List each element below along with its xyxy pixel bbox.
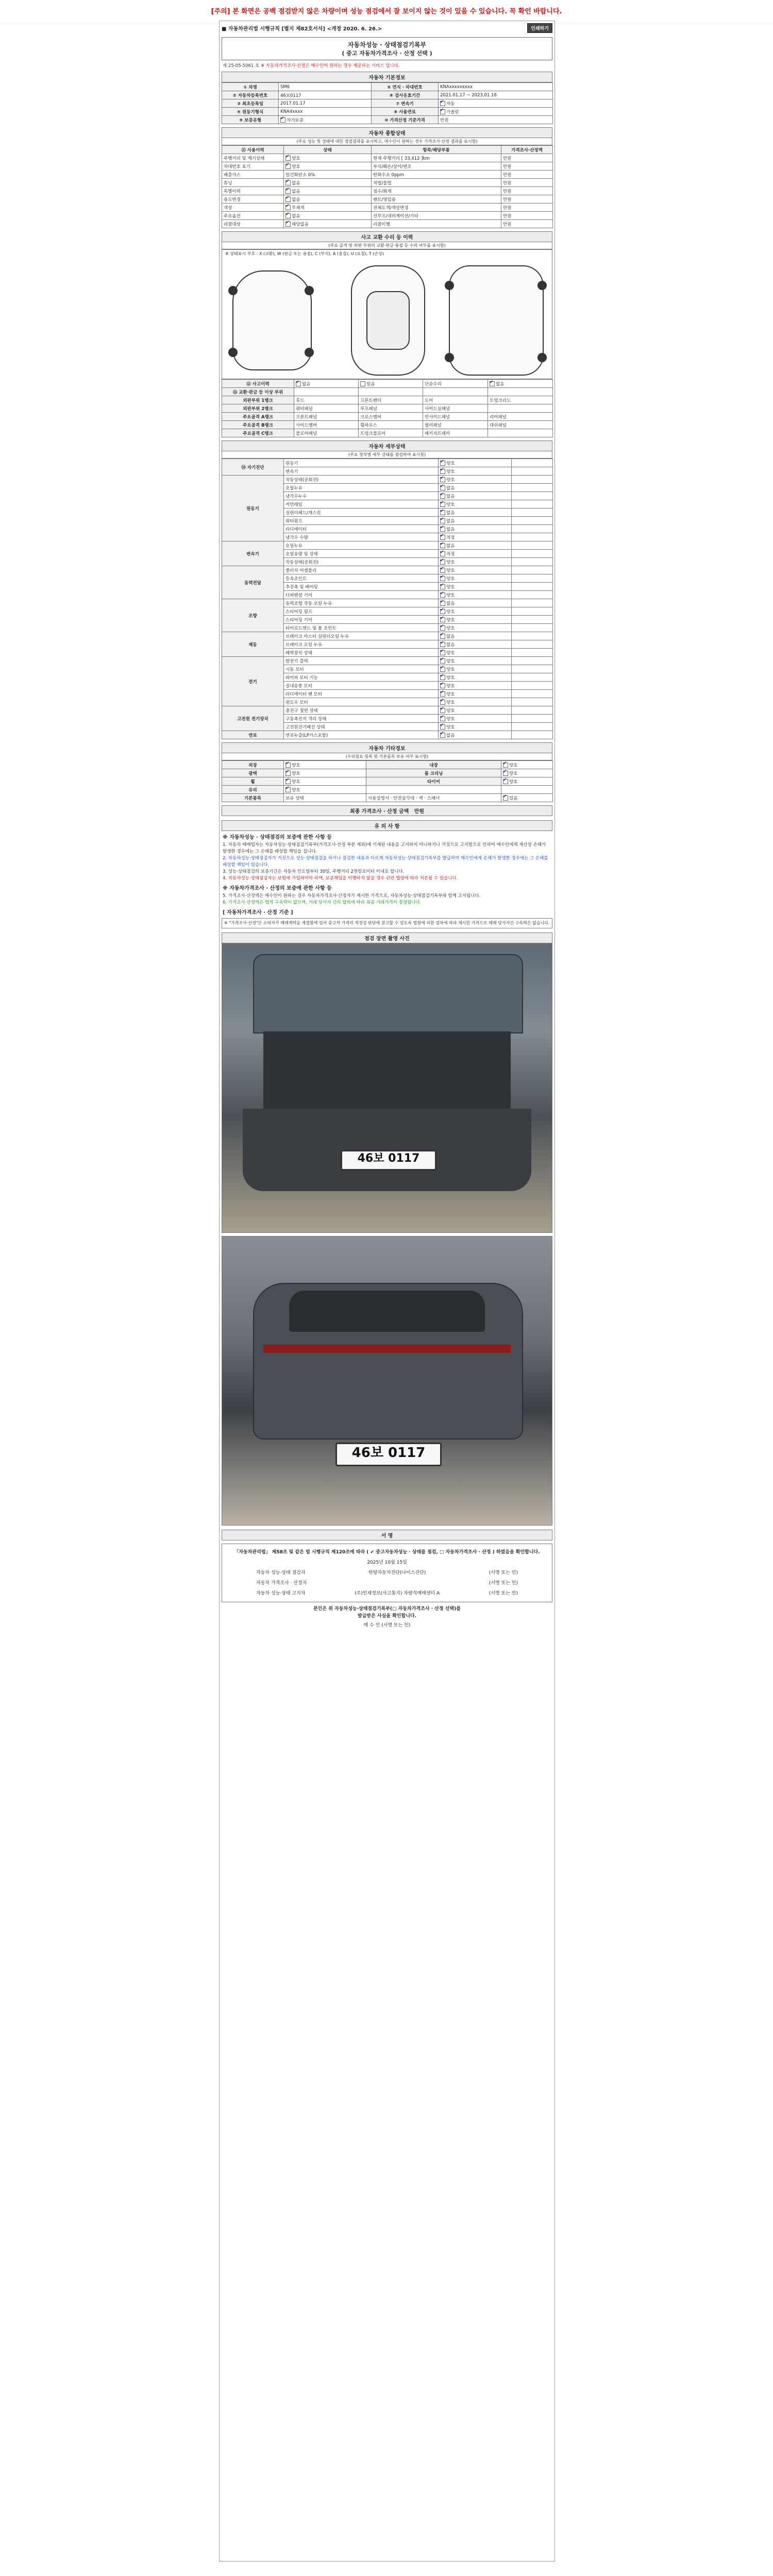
- remark-paragraph: 4. 자동차성능·상태점검자는 보험에 가입하여야 하며, 보증책임을 이행하지 않을 경우 관련 법령에 따라 처분될 수 있습니다.: [223, 876, 458, 881]
- law-statement: 「자동차관리법」 제58조 및 같은 법 시행규칙 제120조에 따라 ( ✔ 중고자동차성능 · 상태를 점검, □ 자동차가격조사 · 산정 ) 하였음을 확인합니다.: [234, 1550, 540, 1555]
- checkbox[interactable]: [440, 733, 445, 738]
- checkbox[interactable]: [440, 502, 445, 507]
- checkbox[interactable]: [440, 642, 445, 647]
- detail-price-cell: [512, 690, 553, 698]
- checkbox[interactable]: [490, 381, 495, 386]
- detail-price-cell: [512, 558, 553, 566]
- detail-item-label: 와이퍼 모터 기능: [284, 673, 439, 682]
- remarks-heading: 유 의 사 항: [222, 820, 552, 831]
- inspection-photo: [222, 943, 552, 1233]
- wheel-icon: [537, 353, 547, 362]
- detail-item-state: ✔ 양호: [439, 706, 512, 715]
- table-row: 주요골격 C랭크 플로어패널 트렁크플로어 패키지트레이: [222, 429, 553, 437]
- checkbox[interactable]: [440, 477, 445, 482]
- table-row: 외장 ✔ 양호 내장 ✔ 양호: [222, 761, 553, 769]
- rear-window-icon: [289, 1291, 485, 1332]
- table-row: 광택 ✔ 양호 룸 크리닝 ✔ 양호: [222, 769, 553, 777]
- table-row: 휠 ✔ 양호 타이어 ✔ 양호: [222, 777, 553, 786]
- checkbox[interactable]: [285, 180, 291, 185]
- detail-item-state: ✔ 없음: [439, 640, 512, 649]
- form-id: ■ 자동차관리법 시행규칙 [별지 제82호서식] <개정 2020. 6. 26.>: [222, 26, 382, 32]
- checkbox[interactable]: [440, 485, 445, 490]
- detail-item-label: 오일유량 및 상태: [284, 550, 439, 558]
- detail-table: [222, 459, 553, 739]
- checkbox[interactable]: [440, 675, 445, 680]
- checkbox[interactable]: [440, 609, 445, 614]
- detail-price-cell: [512, 665, 553, 673]
- car-roof-icon: [366, 291, 410, 350]
- remarks-h2: ※ 자동차가격조사 · 산정의 보증에 관한 사항 등: [223, 886, 332, 891]
- checkbox[interactable]: [440, 617, 445, 622]
- detail-item-label: 등속조인트: [284, 574, 439, 583]
- detail-item-state: ✔ 양호: [439, 476, 512, 484]
- detail-item-label: 브레이크 마스터 실린더오일 누유: [284, 632, 439, 640]
- detail-price-cell: [512, 467, 553, 476]
- detail-price-cell: [512, 616, 553, 624]
- sign-heading: 서 명: [222, 1530, 552, 1540]
- checkbox[interactable]: [440, 527, 445, 532]
- detail-item-state: ✔ 양호: [439, 583, 512, 591]
- table-row: ② 자동차등록번호 46보0117 ⑥ 검사유효기간 2021.01.17 ~ 2023.01.16: [222, 91, 553, 99]
- checkbox[interactable]: [440, 535, 445, 540]
- checkbox[interactable]: [440, 101, 445, 106]
- inspection-photo: [222, 1236, 552, 1526]
- detail-group-label: 원동기: [222, 476, 284, 541]
- signature-section: [222, 1544, 552, 1602]
- detail-item-state: ✔ 양호: [439, 558, 512, 566]
- checkbox[interactable]: [285, 189, 291, 194]
- detail-price-cell: [512, 698, 553, 706]
- checkbox[interactable]: [440, 716, 445, 721]
- checkbox[interactable]: [285, 771, 291, 776]
- checkbox[interactable]: [440, 518, 445, 523]
- detail-price-cell: [512, 574, 553, 583]
- detail-item-state: ✔ 없음: [439, 492, 512, 500]
- checkbox[interactable]: [440, 494, 445, 499]
- warning-banner: [주의] 본 화면은 공백 점검받지 않은 차량이며 성능 점검에서 잘 보이지 않는 것이 있을 수 있습니다. 꼭 확인 바랍니다.: [0, 0, 773, 24]
- detail-price-cell: [512, 459, 553, 467]
- remark-paragraph: 2. 자동차성능·상태점검자가 거짓으로 성능·상태점검을 하거나 점검한 내용과 다르게 자동차성능·상태점검기록부를 발급하여 매수인에게 손해가 발생한 경우에는 그 손해를 배상할 책임이 있습니다.: [223, 856, 548, 868]
- table-row: [222, 706, 553, 715]
- detail-item-label: 오일누유: [284, 541, 439, 550]
- detail-group-label: 변속기: [222, 541, 284, 566]
- basic-info-table: [222, 82, 553, 124]
- detail-item-state: ✔ 양호: [439, 673, 512, 682]
- checkbox[interactable]: [503, 771, 508, 776]
- checkbox[interactable]: [285, 222, 291, 227]
- detail-item-label: 발전기 출력: [284, 657, 439, 665]
- detail-price-cell: [512, 476, 553, 484]
- table-row: 리콜대상 ✔ 해당없음 리콜이행 만원: [222, 220, 553, 228]
- detail-item-state: ✔ 양호: [439, 467, 512, 476]
- table-row: [222, 541, 553, 550]
- checkbox[interactable]: [360, 381, 365, 386]
- accident-subtitle: (주요 골격 및 외판 부위의 교환·판금·용접 등 수리 여부를 표시함): [222, 242, 552, 249]
- detail-item-label: 원동기: [284, 459, 439, 467]
- checkbox[interactable]: [440, 560, 445, 565]
- table-row: 외판부위 1랭크 후드 프론트펜더 도어 트렁크리드: [222, 396, 553, 404]
- table-row: 유리 ✔ 양호: [222, 786, 553, 794]
- checkbox[interactable]: [285, 197, 291, 202]
- detail-item-state: ✔ 양호: [439, 607, 512, 616]
- signer-row: 자동차 성능·상태 고지자 (주)인재정보(사고통지) 차량직매매센터 A (서명 또는 인): [256, 1591, 518, 1596]
- detail-price-cell: [512, 550, 553, 558]
- table-row: 튜닝 ✔ 없음 적법/불법 만원: [222, 179, 553, 187]
- table-row: [222, 632, 553, 640]
- wheel-icon: [445, 281, 454, 290]
- table-row: 용도변경 ✔ 없음 렌트/영업용 만원: [222, 195, 553, 204]
- detail-price-cell: [512, 492, 553, 500]
- checkbox[interactable]: [440, 592, 445, 598]
- wheel-icon: [228, 348, 238, 357]
- appraisal-criteria-box: ※ "가격조사·산정"은 소비자가 매매계약을 체결함에 있어 중고차 가격의 적정성 판단에 참고할 수 있도록 법령에 의한 절차에 따라 제시한 가격으로 매매 당사자간 구속력은 없습니다.: [222, 918, 552, 928]
- photo-caption: 점검 장면 촬영 사진: [222, 933, 552, 943]
- title-sub: ( 중고 자동차가격조사 · 산정 선택 ): [342, 50, 432, 57]
- checkbox[interactable]: [503, 762, 508, 768]
- checkbox[interactable]: [440, 691, 445, 697]
- title-main: 자동차성능 · 상태점검기록부: [347, 41, 427, 48]
- wheel-icon: [537, 281, 547, 290]
- checkbox[interactable]: [440, 568, 445, 573]
- wheel-icon: [305, 286, 314, 295]
- table-row: 주요골격 B랭크 사이드멤버 휠하우스 필러패널 대쉬패널: [222, 421, 553, 429]
- repair-table: [222, 379, 553, 437]
- detail-item-state: ✔ 양호: [439, 591, 512, 599]
- detail-item-state: ✔ 양호: [439, 649, 512, 657]
- detail-group-label: 조향: [222, 599, 284, 632]
- table-row: [222, 657, 553, 665]
- detail-item-label: 시동 모터: [284, 665, 439, 673]
- checkbox[interactable]: [285, 205, 291, 210]
- checkbox[interactable]: [440, 700, 445, 705]
- detail-item-label: 추진축 및 베어링: [284, 583, 439, 591]
- state-heading: 자동차 종합상태: [222, 127, 552, 138]
- appraisal-value: 만원: [414, 809, 425, 815]
- engine-bay-icon: [263, 1031, 511, 1109]
- state-table: [222, 145, 553, 228]
- detail-item-label: 오일누유: [284, 484, 439, 492]
- checkbox[interactable]: [296, 381, 301, 386]
- detail-price-cell: [512, 624, 553, 632]
- wheel-icon: [445, 353, 454, 362]
- wheel-icon: [305, 348, 314, 357]
- detail-heading: 자동차 세부상태: [222, 440, 552, 451]
- detail-price-cell: [512, 682, 553, 690]
- detail-item-label: 냉각수 수량: [284, 533, 439, 541]
- detail-item-state: ✔ 양호: [439, 682, 512, 690]
- detail-price-cell: [512, 484, 553, 492]
- checkbox[interactable]: [440, 469, 445, 474]
- checkbox[interactable]: [440, 510, 445, 515]
- detail-price-cell: [512, 673, 553, 682]
- detail-price-cell: [512, 715, 553, 723]
- checkbox[interactable]: [503, 795, 508, 801]
- detail-item-label: 커먼레일: [284, 500, 439, 509]
- table-row: 기본품목 보유 상태 사용설명서 · 안전삼각대 · 잭 · 스패너 ✔ 있음: [222, 794, 553, 802]
- checkbox[interactable]: [285, 779, 291, 784]
- state-subtitle: (주요 성능 및 상태에 대한 점검결과를 표시하고, 매수인이 원하는 경우 가격조사·산정 결과를 표시함): [222, 138, 552, 145]
- checkbox[interactable]: [280, 117, 285, 123]
- detail-item-state: ✔ 양호: [439, 723, 512, 731]
- detail-price-cell: [512, 533, 553, 541]
- detail-group-label: 연료: [222, 731, 284, 739]
- detail-price-cell: [512, 731, 553, 739]
- checkbox[interactable]: [503, 779, 508, 784]
- checkbox[interactable]: [440, 708, 445, 713]
- wheel-icon: [228, 286, 238, 295]
- detail-item-label: 실내송풍 모터: [284, 682, 439, 690]
- detail-item-label: 실린더헤드/개스킷: [284, 509, 439, 517]
- table-row: 배출가스 일산화탄소 0% 탄화수소 0ppm 만원: [222, 171, 553, 179]
- checkbox[interactable]: [440, 650, 445, 655]
- detail-item-label: 라디에이터 팬 모터: [284, 690, 439, 698]
- detail-item-state: ✔ 없음: [439, 541, 512, 550]
- detail-item-state: ✔ 양호: [439, 616, 512, 624]
- detail-group-label: 동력전달: [222, 566, 284, 599]
- checkbox[interactable]: [440, 601, 445, 606]
- checkbox[interactable]: [440, 683, 445, 688]
- detail-price-cell: [512, 706, 553, 715]
- detail-price-cell: [512, 541, 553, 550]
- detail-price-cell: [512, 517, 553, 525]
- detail-item-label: 스티어링 펌프: [284, 607, 439, 616]
- detail-group-label: ⑭ 자기진단: [222, 459, 284, 476]
- detail-price-cell: [512, 583, 553, 591]
- checkbox[interactable]: [440, 543, 445, 548]
- table-row: ⑪ 사용이력 상태 항목/해당부품 가격조사·산정액: [222, 146, 553, 154]
- detail-item-label: 변속기: [284, 467, 439, 476]
- car-chassis-view-icon: [449, 265, 544, 376]
- detail-price-cell: [512, 500, 553, 509]
- checkbox[interactable]: [285, 787, 291, 792]
- remarks-h1: ※ 자동차성능 · 상태점검의 보증에 관한 사항 등: [223, 835, 332, 840]
- detail-subtitle: (주요 장치별 세부 상태를 점검하여 표시함): [222, 451, 552, 459]
- checkbox[interactable]: [440, 724, 445, 730]
- detail-item-state: ✔ 양호: [439, 500, 512, 509]
- checkbox[interactable]: [440, 109, 445, 114]
- detail-item-label: 냉각수누수: [284, 492, 439, 500]
- option-subtitle: (수리필요 항목 및 기본품목 보유 여부 표시함): [222, 753, 552, 760]
- print-button[interactable]: 인쇄하기: [527, 23, 552, 33]
- detail-item-label: 고전원전기배선 상태: [284, 723, 439, 731]
- table-row: ④ 원동기형식 KNA4xxxx ⑧ 사용연료 ✔ 가솔린: [222, 108, 553, 116]
- detail-group-label: 고전원 전기장치: [222, 706, 284, 731]
- detail-item-label: 디퍼렌셜 기어: [284, 591, 439, 599]
- accident-heading: 사고 교환 수리 등 이력: [222, 231, 552, 242]
- detail-item-label: 배력장치 상태: [284, 649, 439, 657]
- license-plate-front: 46보 0117: [341, 1150, 436, 1171]
- detail-item-state: ✔ 없음: [439, 599, 512, 607]
- checkbox[interactable]: [440, 667, 445, 672]
- detail-price-cell: [512, 566, 553, 574]
- detail-price-cell: [512, 640, 553, 649]
- detail-item-state: ✔ 양호: [439, 566, 512, 574]
- detail-price-cell: [512, 525, 553, 533]
- sign-date: 2025년 10월 15일: [367, 1560, 407, 1565]
- table-row: ③ 최초등록일 2017.01.17 ⑦ 변속기 ✔ 자동: [222, 99, 553, 108]
- table-row: 주행거리 및 계기상태 ✔ 양호 현재 주행거리 [ 33,412 ]km 만원: [222, 154, 553, 162]
- detail-price-cell: [512, 723, 553, 731]
- remark-paragraph: 1. 자동차 매매업자는 자동차성능·상태점검기록부(가격조사·산정 부분 제외)에 기재된 내용을 고지하지 아니하거나 거짓으로 고지함으로 인하여 매수인에게 재산상 손해가 발생한 경우에는 그 손해를 배상할 책임을 집니다.: [223, 842, 546, 854]
- tail-light-icon: [263, 1345, 511, 1353]
- detail-price-cell: [512, 632, 553, 640]
- detail-item-label: 타이로드엔드 및 볼 조인트: [284, 624, 439, 632]
- document-header: [220, 21, 554, 35]
- detail-item-label: 구동축전지 격리 상태: [284, 715, 439, 723]
- detail-item-state: ✔ 없음: [439, 525, 512, 533]
- checkbox[interactable]: [440, 551, 445, 556]
- checkbox[interactable]: [440, 625, 445, 631]
- signer-row: 자동차 가격조사 · 산정자 (서명 또는 인): [256, 1581, 518, 1586]
- detail-item-state: ✔ 양호: [439, 690, 512, 698]
- detail-item-state: ✔ 없음: [439, 484, 512, 492]
- table-row: [222, 566, 553, 574]
- table-row: 차대번호 표기 ✔ 양호 부식/훼손/상이/변조 만원: [222, 162, 553, 171]
- table-row: 외판부위 2랭크 쿼터패널 루프패널 사이드실패널: [222, 404, 553, 413]
- checkbox[interactable]: [285, 762, 291, 768]
- detail-price-cell: [512, 591, 553, 599]
- remark-paragraph: 6. 가격조사·산정액은 법적 구속력이 없으며, 거래 당사자 간의 합의에 따라 최종 거래가격이 결정됩니다.: [223, 900, 422, 905]
- document-title: [222, 37, 552, 60]
- detail-item-state: ✔ 없음: [439, 632, 512, 640]
- basic-info-heading: 자동차 기본정보: [222, 72, 552, 82]
- detail-item-state: ✔ 적정: [439, 550, 512, 558]
- table-row: 색상 ✔ 무채색 전체도색/색상변경 만원: [222, 204, 553, 212]
- diagram-legend: ※ 상태표시 부호 : X (교환), W (판금 또는 용접), C (부식), A (흠집), U (요철), T (손상): [225, 251, 384, 256]
- remark-paragraph: 3. 성능·상태점검의 보증기간은 자동차 인도일부터 30일, 주행거리 2천킬로미터 이내로 합니다.: [223, 869, 405, 874]
- detail-item-label: 브레이크 오일 누유: [284, 640, 439, 649]
- detail-item-label: 연료누출(LP가스포함): [284, 731, 439, 739]
- detail-group-label: 전기: [222, 657, 284, 706]
- remark-paragraph: 5. 가격조사·산정액은 매수인이 원하는 경우 자동차가격조사·산정자가 제시한 가격으로, 자동차성능·상태점검기록부와 함께 고지됩니다.: [223, 893, 481, 899]
- detail-price-cell: [512, 607, 553, 616]
- inspection-record-document: [219, 21, 555, 2562]
- detail-item-label: 동력조향 작동 오일 누유: [284, 599, 439, 607]
- table-row: [222, 731, 553, 739]
- table-row: [222, 459, 553, 467]
- detail-item-label: 충전구 절연 상태: [284, 706, 439, 715]
- detail-item-label: 작동상태(공회전): [284, 476, 439, 484]
- detail-group-label: 제동: [222, 632, 284, 657]
- checkbox[interactable]: [285, 164, 291, 169]
- option-heading: 자동차 기타정보: [222, 742, 552, 753]
- service-notice: ※ 자동차가격조사·산정은 매수인이 원하는 경우 제공하는 서비스 입니다.: [260, 63, 400, 69]
- detail-item-state: ✔ 양호: [439, 624, 512, 632]
- table-row: ⑨ 보증유형 ✔ 자가보증 ⑩ 가격산정 기준가격 만원: [222, 116, 553, 124]
- detail-item-state: ✔ 없음: [439, 509, 512, 517]
- buyer-confirmation: 본인은 위 자동차성능·상태점검기록부(□ 자동차가격조사 · 산정 선택)를 발급받은 사실을 확인합니다. 매 수 인 (서명 또는 인): [313, 1606, 461, 1628]
- detail-item-state: ✔ 없음: [439, 731, 512, 739]
- table-row: ① 차명 SM6 ⑤ 연식 · 차대번호 KNAxxxxxxxxx: [222, 83, 553, 91]
- table-row: 특별이력 ✔ 없음 침수/화재 만원: [222, 187, 553, 195]
- checkbox[interactable]: [440, 658, 445, 664]
- table-row: [222, 599, 553, 607]
- option-table: [222, 760, 553, 802]
- detail-item-state: ✔ 양호: [439, 574, 512, 583]
- car-left-view-icon: [232, 270, 312, 370]
- checkbox[interactable]: [440, 461, 445, 466]
- detail-price-cell: [512, 657, 553, 665]
- detail-price-cell: [512, 509, 553, 517]
- checkbox[interactable]: [440, 634, 445, 639]
- remarks-text: [223, 834, 551, 916]
- detail-item-state: ✔ 양호: [439, 665, 512, 673]
- appraisal-heading: 최종 가격조사 · 산정 금액 만원: [222, 805, 552, 816]
- detail-item-state: ✔ 양호: [439, 715, 512, 723]
- detail-item-label: 라디에이터: [284, 525, 439, 533]
- checkbox[interactable]: [440, 576, 445, 581]
- detail-price-cell: [512, 599, 553, 607]
- remarks-h3: [ 자동차가격조사 · 산정 기준 ]: [223, 910, 293, 916]
- detail-item-label: 작동상태(공회전): [284, 558, 439, 566]
- checkbox[interactable]: [285, 156, 291, 161]
- detail-item-state: ✔ 없음: [439, 517, 512, 525]
- table-row: 주요골격 A랭크 프론트패널 크로스멤버 인사이드패널 리어패널: [222, 413, 553, 421]
- detail-item-state: ✔ 양호: [439, 698, 512, 706]
- record-number: 제 25-05-5061 호 ※ 자동차가격조사·산정은 매수인이 원하는 경우 제공하는 서비스 입니다.: [223, 63, 400, 69]
- table-row: 주요옵션 ✔ 없음 선루프/네비게이션/기타 만원: [222, 212, 553, 220]
- detail-item-label: 윈도우 모터: [284, 698, 439, 706]
- checkbox[interactable]: [285, 213, 291, 218]
- car-diagram: [222, 249, 552, 379]
- detail-item-label: 클러치 어셈블리: [284, 566, 439, 574]
- detail-item-label: 스티어링 기어: [284, 616, 439, 624]
- table-row: ⑬ 교환·판금 등 이상 부위: [222, 388, 553, 396]
- detail-price-cell: [512, 649, 553, 657]
- table-row: ⑫ 사고이력 ✔ 없음 있음 단순수리 ✔ 없음: [222, 380, 553, 388]
- detail-item-label: 워터펌프: [284, 517, 439, 525]
- detail-item-state: ✔ 양호: [439, 459, 512, 467]
- checkbox[interactable]: [440, 584, 445, 589]
- detail-item-state: ✔ 양호: [439, 657, 512, 665]
- car-hood-icon: [253, 954, 523, 1033]
- detail-item-state: ✔ 적정: [439, 533, 512, 541]
- signer-row: 자동차 성능·상태 점검자 한양자동차진단(나이스진단) (서명 또는 인): [256, 1570, 518, 1575]
- license-plate-rear: 46보 0117: [335, 1443, 442, 1466]
- table-row: [222, 476, 553, 484]
